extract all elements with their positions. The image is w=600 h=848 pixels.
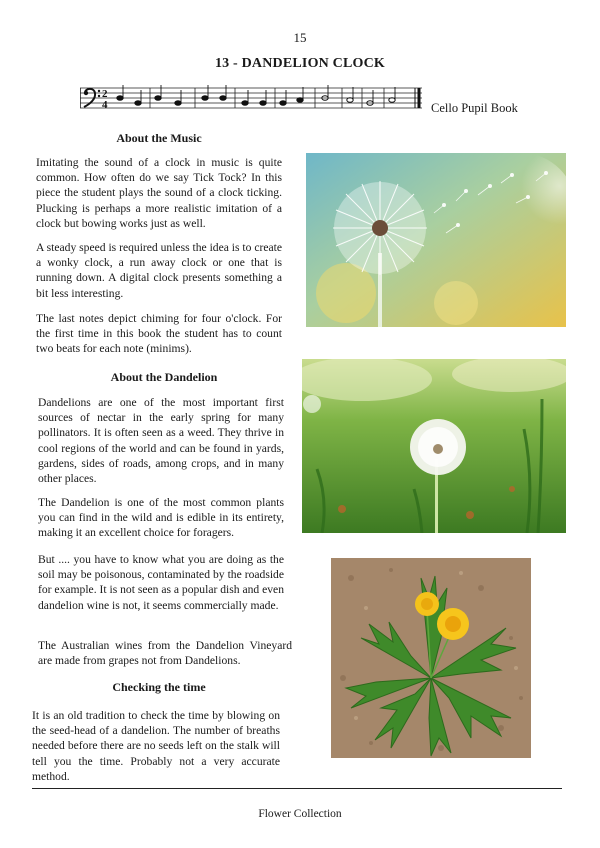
- note: [155, 96, 161, 101]
- note: [297, 98, 303, 103]
- paragraph: Dandelions are one of the most important first sources of nectar in the early spring for many pollinators. It is often seen as a weed. They thrive in cool regions of the world and can be found in yards, gardens, sides of roads, among crops, and in many other places.: [38, 396, 284, 486]
- paragraph: The last notes depict chiming for four o'clock. For the first time in this book the student has to count two beats for each note (minims).: [36, 312, 282, 356]
- paragraph: It is an old tradition to check the time by blowing on the seed-head of a dandelion. The number of breaths needed before there are no seeds left on the stalk will tell you the time. Probably not a very accurate method.: [32, 709, 280, 783]
- paragraph: A steady speed is required unless the idea is to create a wonky clock, a run away clock or one that is running down. A digital clock presents something a bit less interesting.: [36, 241, 282, 300]
- heading-about-dandelion: About the Dandelion: [110, 370, 218, 384]
- note: [280, 101, 286, 106]
- note: [220, 96, 226, 101]
- note: [117, 96, 123, 101]
- dandelion-plant-photo: [331, 558, 531, 758]
- music-staff: [80, 82, 422, 116]
- paragraph: The Dandelion is one of the most common plants you can find in the wild and is edible in its entirety, making it an excellent choice for foragers.: [38, 496, 284, 540]
- note: [135, 101, 141, 106]
- heading-about-music: About the Music: [116, 131, 202, 145]
- heading-checking-time: Checking the time: [112, 680, 206, 694]
- time-signature-top: 2: [102, 88, 108, 100]
- time-signature: [102, 88, 108, 111]
- book-subtitle: Cello Pupil Book: [431, 101, 518, 115]
- page-number: 15: [293, 30, 307, 45]
- note: [175, 101, 181, 106]
- paragraph: The Australian wines from the Dandelion Vineyard are made from grapes not from Dandelions.: [38, 639, 292, 668]
- paragraph: But .... you have to know what you are doing as the soil may be poisonous, contaminated by the roadside for example. It is not seen as a popular dish and even dandelion wine is not, it seems commercially made.: [38, 553, 284, 612]
- dandelion-grass-photo: [302, 359, 566, 533]
- time-signature-bottom: 4: [102, 99, 108, 111]
- note: [202, 96, 208, 101]
- footer-title: Flower Collection: [258, 808, 342, 820]
- notes: [117, 85, 395, 108]
- footer-divider: [32, 788, 562, 789]
- paragraph: Imitating the sound of a clock in music is quite common. How often do we say Tick Tock? In this piece the student plays the sound of a clock ticking. Plucking is perhaps a more realistic imitation of a clock but bowing works just as well.: [36, 156, 282, 230]
- note: [260, 101, 266, 106]
- dandelion-seedhead-photo: [306, 153, 566, 327]
- note: [242, 101, 248, 106]
- page-title: 13 - DANDELION CLOCK: [214, 56, 386, 71]
